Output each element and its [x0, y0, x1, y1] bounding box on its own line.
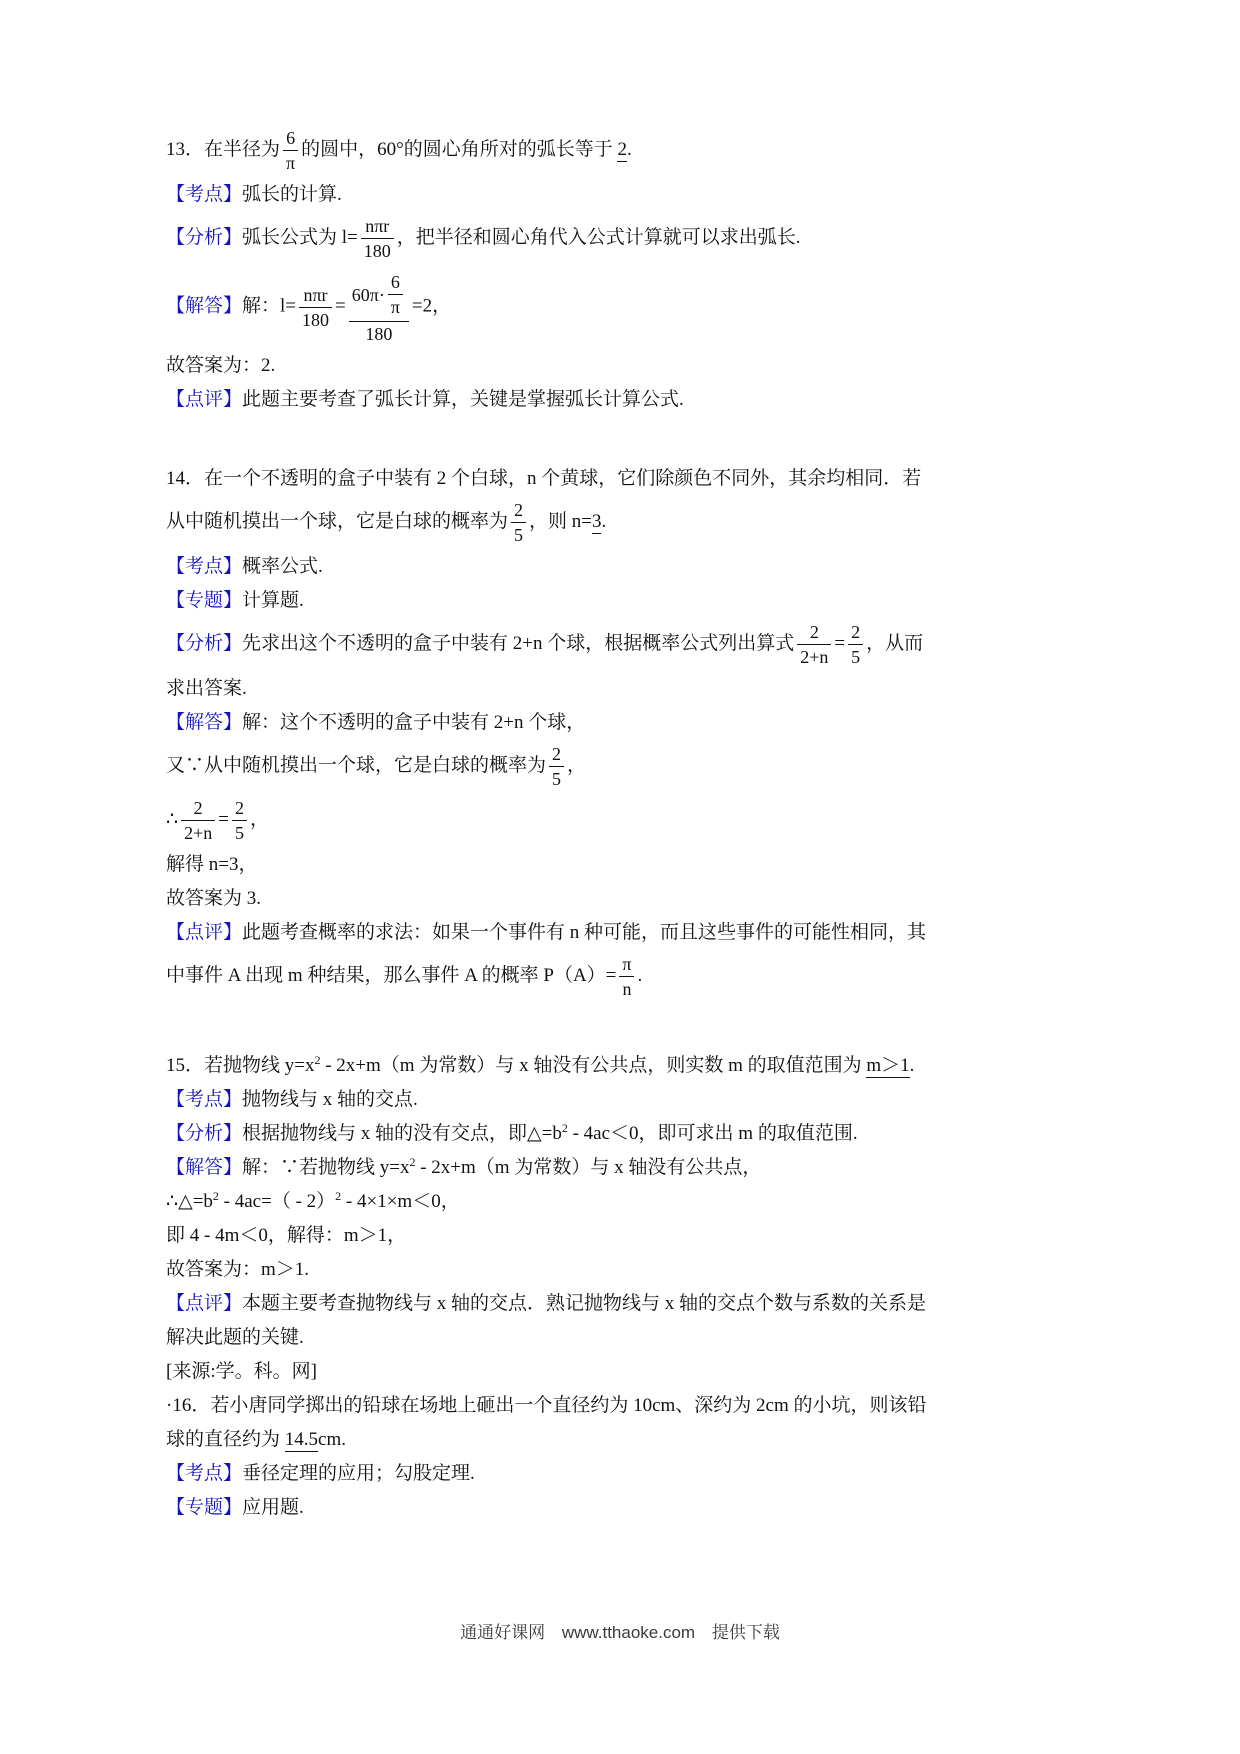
- fraction-denominator: [388, 295, 403, 318]
- text-segment: 球的直径约为: [166, 1429, 285, 1450]
- problem-14-solution-step-4: [166, 849, 1130, 880]
- problem-14-statement-line-1: [166, 463, 1130, 494]
- superscript: 2: [335, 1189, 342, 1203]
- text-segment: 中事件 A 出现 m 种结果，那么事件 A 的概率 P（A）=: [166, 964, 617, 986]
- text-segment: 2: [809, 622, 819, 642]
- section-label: 【分析】: [166, 226, 243, 248]
- text-segment: [来源:学。科。网]: [166, 1361, 317, 1382]
- text-segment: 2: [514, 500, 524, 520]
- fraction-numerator: [388, 271, 403, 295]
- fraction-denominator: [299, 308, 332, 331]
- text-segment: 故答案为 3.: [166, 888, 262, 909]
- fraction-denominator: [797, 645, 831, 668]
- fraction: [549, 743, 564, 790]
- fraction: [181, 797, 215, 844]
- section-label: 【分析】: [166, 632, 243, 654]
- fraction-denominator: [619, 977, 634, 1000]
- superscript: 2: [561, 1121, 568, 1135]
- section-label: 【解答】: [166, 1157, 243, 1178]
- section-label: 【点评】: [166, 922, 243, 943]
- text-segment: 先求出这个不透明的盒子中装有 2+n 个球，根据概率公式列出算式: [242, 632, 795, 654]
- text-segment: 13．在半径为: [166, 138, 281, 160]
- document-body: [166, 122, 1130, 1526]
- text-segment: 6: [286, 128, 296, 148]
- fraction-numerator: [361, 215, 394, 239]
- text-segment: .: [637, 964, 643, 986]
- text-segment: 求出答案.: [166, 678, 247, 699]
- text-segment: =: [335, 295, 346, 317]
- underlined-answer: 3: [591, 510, 602, 532]
- text-segment: ∴: [166, 808, 179, 830]
- problem-13-comment: [166, 384, 1130, 415]
- problem-16-statement-line-2: [166, 1424, 1130, 1455]
- text-segment: 解：∵若抛物线 y=x: [242, 1157, 410, 1178]
- problem-13-solution: [166, 267, 1130, 347]
- text-segment: =: [834, 632, 846, 654]
- text-segment: ，: [567, 754, 587, 776]
- text-segment: π: [622, 954, 632, 974]
- fraction-numerator: [619, 953, 634, 977]
- source-note: [166, 1356, 1130, 1387]
- fraction-denominator: [361, 239, 394, 262]
- footer-site-url: www.tthaoke.com: [561, 1623, 696, 1642]
- fraction: [299, 284, 332, 331]
- text-segment: - 2x+m（m 为常数）与 x 轴没有公共点，则实数 m 的取值范围为: [320, 1055, 867, 1076]
- text-segment: 根据抛物线与 x 轴的没有交点，即△=b: [242, 1123, 562, 1144]
- underlined-answer: 2: [617, 138, 627, 160]
- footer-site-name: 通通好课网: [460, 1623, 546, 1642]
- text-segment: 弧长公式为 l=: [242, 226, 358, 248]
- problem-14-analysis-line-2: [166, 673, 1130, 704]
- problem-15-exam-point: [166, 1084, 1130, 1115]
- problem-14-solution-step-2: [166, 741, 1130, 792]
- text-segment: - 4ac=（ - 2）: [218, 1191, 336, 1212]
- text-segment: 抛物线与 x 轴的交点.: [242, 1089, 418, 1110]
- problem-14-comment-line-2: [166, 951, 1130, 1002]
- text-segment: ，则 n=: [529, 510, 592, 532]
- text-segment: 此题考查概率的求法：如果一个事件有 n 种可能，而且这些事件的可能性相同，其: [242, 922, 927, 943]
- text-segment: =2，: [411, 295, 452, 317]
- fraction-numerator: [349, 269, 409, 322]
- text-segment: 6: [390, 272, 400, 292]
- fraction-numerator: [848, 621, 863, 645]
- section-label: 【分析】: [166, 1123, 243, 1144]
- text-segment: π: [286, 153, 296, 173]
- fraction-numerator: [181, 797, 215, 821]
- text-segment: 5: [552, 769, 562, 789]
- fraction-denominator: [511, 523, 526, 546]
- problem-15-solution-step-3: [166, 1220, 1130, 1251]
- fraction-denominator: [283, 151, 298, 174]
- text-segment: 此题主要考查了弧长计算，关键是掌握弧长计算公式.: [242, 389, 684, 410]
- text-segment: 本题主要考查抛物线与 x 轴的交点．熟记抛物线与 x 轴的交点个数与系数的关系是: [242, 1293, 927, 1314]
- problem-15-comment-line-2: [166, 1322, 1130, 1353]
- text-segment: n: [622, 979, 632, 999]
- fraction-denominator: [232, 821, 247, 844]
- section-label: 【专题】: [166, 590, 243, 611]
- text-segment: - 4×1×m＜0，: [341, 1191, 460, 1212]
- text-segment: 垂径定理的应用；勾股定理.: [242, 1463, 475, 1484]
- text-segment: 从中随机摸出一个球，它是白球的概率为: [166, 510, 509, 532]
- text-segment: .: [601, 510, 607, 532]
- section-label: 【点评】: [166, 389, 243, 410]
- problem-16-special-topic: [166, 1492, 1130, 1523]
- text-segment: 即 4 - 4m＜0，解得：m＞1，: [166, 1225, 407, 1246]
- section-label: 【解答】: [166, 295, 243, 317]
- problem-14-analysis-line-1: [166, 619, 1130, 670]
- page-footer: [0, 1618, 1240, 1643]
- fraction-numerator: [299, 284, 332, 308]
- text-segment: nπr: [303, 284, 328, 305]
- problem-14-special-topic: [166, 585, 1130, 616]
- problem-14-solution-step-1: [166, 707, 1130, 738]
- problem-15-statement: [166, 1050, 1130, 1081]
- text-segment: 14．在一个不透明的盒子中装有 2 个白球，n 个黄球，它们除颜色不同外，其余均相同．若: [166, 468, 922, 489]
- underlined-answer: 14.5: [284, 1429, 319, 1450]
- fraction-numerator: [511, 499, 526, 523]
- problem-15-solution-step-2: [166, 1186, 1130, 1217]
- text-segment: 2+n: [800, 647, 829, 667]
- problem-15-comment-line-1: [166, 1288, 1130, 1319]
- problem-14-solution-step-3: [166, 795, 1130, 846]
- fraction: [349, 269, 409, 345]
- text-segment: 的圆中，60°的圆心角所对的弧长等于: [301, 138, 618, 160]
- fraction-numerator: [232, 797, 247, 821]
- fraction: [361, 215, 394, 262]
- problem-14-exam-point: [166, 551, 1130, 582]
- text-segment: 60π·: [351, 284, 385, 305]
- fraction: [388, 271, 403, 318]
- text-segment: .: [909, 1055, 915, 1076]
- text-segment: 弧长的计算.: [242, 184, 342, 205]
- section-label: 【点评】: [166, 1293, 243, 1314]
- superscript: 2: [314, 1053, 321, 1067]
- text-segment: 5: [234, 823, 244, 843]
- text-segment: 2: [234, 798, 244, 818]
- problem-15-answer: [166, 1254, 1130, 1285]
- problem-13-exam-point: [166, 179, 1130, 210]
- text-segment: =: [218, 808, 229, 830]
- text-segment: - 2x+m（m 为常数）与 x 轴没有公共点，: [415, 1157, 762, 1178]
- section-label: 【考点】: [166, 184, 243, 205]
- section-label: 【考点】: [166, 1089, 243, 1110]
- problem-13-statement: [166, 125, 1130, 176]
- fraction: [619, 953, 634, 1000]
- text-segment: 2+n: [184, 823, 213, 843]
- text-segment: ·16．若小唐同学掷出的铅球在场地上砸出一个直径约为 10cm、深约为 2cm 的小坑，则该铅: [166, 1395, 927, 1416]
- text-segment: 解得 n=3，: [166, 854, 258, 875]
- text-segment: 180: [302, 309, 330, 330]
- text-segment: ，从而: [866, 632, 924, 654]
- section-label: 【考点】: [166, 556, 243, 577]
- superscript: 2: [212, 1189, 219, 1203]
- fraction-denominator: [181, 821, 215, 844]
- section-label: 【考点】: [166, 1463, 243, 1484]
- fraction: [232, 797, 247, 844]
- text-segment: 15．若抛物线 y=x: [166, 1055, 315, 1076]
- text-segment: 2: [552, 744, 562, 764]
- text-segment: 解：l=: [242, 295, 297, 317]
- text-segment: 又∵从中随机摸出一个球，它是白球的概率为: [166, 754, 547, 776]
- problem-15-solution-step-1: [166, 1152, 1130, 1183]
- text-segment: π: [390, 297, 400, 317]
- text-segment: cm.: [318, 1429, 346, 1450]
- problem-15-analysis: [166, 1118, 1130, 1149]
- text-segment: 5: [514, 525, 524, 545]
- problem-13-answer: [166, 350, 1130, 381]
- section-label: 【解答】: [166, 712, 243, 733]
- text-segment: ，把半径和圆心角代入公式计算就可以求出弧长.: [396, 226, 801, 248]
- text-segment: ∴△=b: [166, 1191, 213, 1212]
- text-segment: 概率公式.: [242, 556, 323, 577]
- problem-14-statement-line-2: [166, 497, 1130, 548]
- problem-13-analysis: [166, 213, 1130, 264]
- text-segment: 180: [365, 324, 393, 344]
- text-segment: 应用题.: [242, 1497, 304, 1518]
- text-segment: - 4ac＜0，即可求出 m 的取值范围.: [567, 1123, 858, 1144]
- text-segment: 180: [363, 241, 391, 261]
- problem-14-comment-line-1: [166, 917, 1130, 948]
- problem-16-statement-line-1: [166, 1390, 1130, 1421]
- problem-16-exam-point: [166, 1458, 1130, 1489]
- text-segment: 2: [851, 622, 861, 642]
- fraction-denominator: [349, 322, 409, 345]
- underlined-answer: m＞1: [866, 1055, 910, 1076]
- fraction-numerator: [283, 127, 298, 151]
- fraction: [283, 127, 298, 174]
- text-segment: nπr: [365, 216, 390, 236]
- problem-14-answer: [166, 883, 1130, 914]
- text-segment: 计算题.: [242, 590, 304, 611]
- text-segment: 故答案为：2.: [166, 355, 276, 376]
- fraction-denominator: [549, 767, 564, 790]
- fraction: [511, 499, 526, 546]
- superscript: 2: [409, 1155, 416, 1169]
- fraction-numerator: [549, 743, 564, 767]
- fraction: [848, 621, 863, 668]
- fraction: [797, 621, 831, 668]
- text-segment: 5: [851, 647, 861, 667]
- text-segment: .: [626, 138, 632, 160]
- footer-download-note: 提供下载: [711, 1623, 780, 1642]
- text-segment: 解：这个不透明的盒子中装有 2+n 个球，: [242, 712, 586, 733]
- text-segment: ，: [249, 808, 269, 830]
- text-segment: 2: [193, 798, 203, 818]
- fraction-denominator: [848, 645, 863, 668]
- text-segment: 故答案为：m＞1.: [166, 1259, 310, 1280]
- fraction-numerator: [797, 621, 831, 645]
- section-label: 【专题】: [166, 1497, 243, 1518]
- text-segment: 解决此题的关键.: [166, 1327, 304, 1348]
